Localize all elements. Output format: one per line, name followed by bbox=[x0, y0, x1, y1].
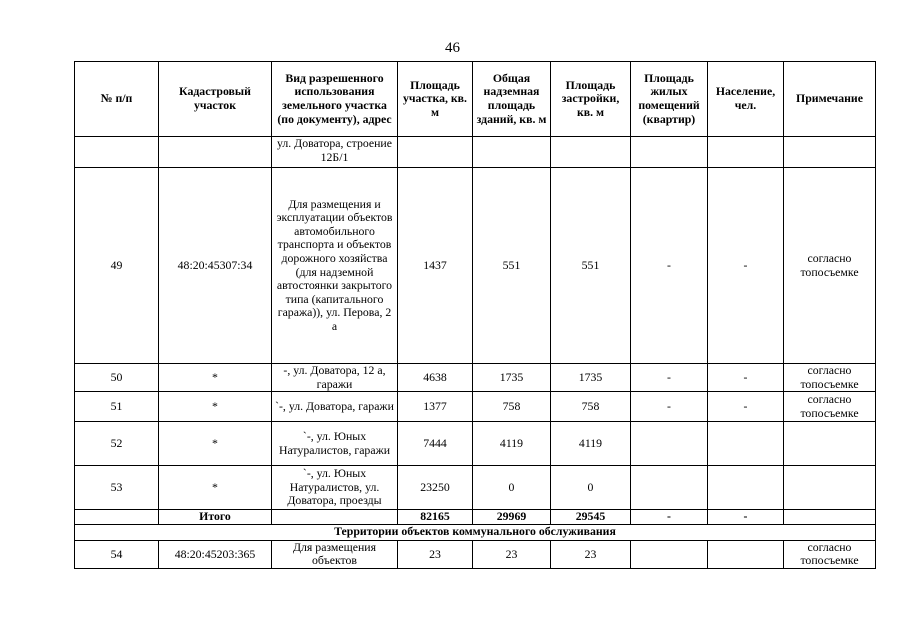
cell-num: 52 bbox=[75, 422, 159, 466]
cell-living bbox=[631, 466, 708, 510]
table-row bbox=[75, 137, 876, 168]
cell-living: - bbox=[631, 392, 708, 422]
total-note-cell bbox=[784, 510, 876, 525]
table-row bbox=[75, 466, 876, 510]
cell-num bbox=[75, 137, 159, 168]
header-cadastral: Кадастровый участок bbox=[159, 62, 272, 137]
cell-note bbox=[784, 137, 876, 168]
page-number: 46 bbox=[445, 40, 460, 56]
cell-note: согласно топосъемке bbox=[784, 392, 876, 422]
cell-cadastral: * bbox=[159, 466, 272, 510]
cell-num: 49 bbox=[75, 168, 159, 364]
cell-above-ground: 4119 bbox=[473, 422, 551, 466]
table-header-row bbox=[75, 62, 876, 137]
cell-area: 7444 bbox=[398, 422, 473, 466]
header-usage: Вид разрешенного использования земельного участка (по документу), адрес bbox=[272, 62, 398, 137]
header-living: Площадь жилых помещений (квартир) bbox=[631, 62, 708, 137]
cell-num: 50 bbox=[75, 364, 159, 392]
cell-cadastral: * bbox=[159, 364, 272, 392]
cell-cadastral: 48:20:45307:34 bbox=[159, 168, 272, 364]
cell-living: - bbox=[631, 364, 708, 392]
total-above-ground: 29969 bbox=[473, 510, 551, 525]
cell-area: 1437 bbox=[398, 168, 473, 364]
table-row bbox=[75, 392, 876, 422]
cell-above-ground bbox=[473, 137, 551, 168]
table-row bbox=[75, 168, 876, 364]
cell-built: 758 bbox=[551, 392, 631, 422]
cell-above-ground: 1735 bbox=[473, 364, 551, 392]
header-above-ground: Общая надземная площадь зданий, кв. м bbox=[473, 62, 551, 137]
cell-population bbox=[708, 137, 784, 168]
cell-usage: ул. Доватора, строение 12Б/1 bbox=[272, 137, 398, 168]
cell-num: 53 bbox=[75, 466, 159, 510]
table-row bbox=[75, 422, 876, 466]
header-built: Площадь застройки, кв. м bbox=[551, 62, 631, 137]
cell-area bbox=[398, 137, 473, 168]
total-built: 29545 bbox=[551, 510, 631, 525]
cell-above-ground: 23 bbox=[473, 540, 551, 568]
cell-built: 23 bbox=[551, 540, 631, 568]
cell-area: 23 bbox=[398, 540, 473, 568]
cell-living bbox=[631, 137, 708, 168]
section-row bbox=[75, 524, 876, 540]
cell-area: 4638 bbox=[398, 364, 473, 392]
cell-usage: Для размещения объектов bbox=[272, 540, 398, 568]
cell-note bbox=[784, 422, 876, 466]
cell-living: - bbox=[631, 168, 708, 364]
cell-num: 51 bbox=[75, 392, 159, 422]
cell-built: 4119 bbox=[551, 422, 631, 466]
cell-above-ground: 551 bbox=[473, 168, 551, 364]
total-num-cell bbox=[75, 510, 159, 525]
cell-population: - bbox=[708, 364, 784, 392]
cell-num: 54 bbox=[75, 540, 159, 568]
cell-population bbox=[708, 540, 784, 568]
total-area: 82165 bbox=[398, 510, 473, 525]
cell-cadastral bbox=[159, 137, 272, 168]
cell-usage: `-, ул. Юных Натуралистов, гаражи bbox=[272, 422, 398, 466]
total-usage-cell bbox=[272, 510, 398, 525]
cell-population bbox=[708, 466, 784, 510]
cell-built: 551 bbox=[551, 168, 631, 364]
cell-usage: `-, ул. Юных Натуралистов, ул. Доватора, проезды bbox=[272, 466, 398, 510]
table-row bbox=[75, 364, 876, 392]
cell-built: 0 bbox=[551, 466, 631, 510]
cell-note: согласно топосъемке bbox=[784, 364, 876, 392]
cell-usage: -, ул. Доватора, 12 а, гаражи bbox=[272, 364, 398, 392]
cell-living bbox=[631, 540, 708, 568]
cell-usage: Для размещения и эксплуатации объектов автомобильного транспорта и объектов дорожного хозяйства (для надземной автостоянки закрытого типа (капитального гаража)), ул. Перова, 2 а bbox=[272, 168, 398, 364]
total-population: - bbox=[708, 510, 784, 525]
cell-usage: `-, ул. Доватора, гаражи bbox=[272, 392, 398, 422]
cell-above-ground: 0 bbox=[473, 466, 551, 510]
total-row bbox=[75, 510, 876, 525]
header-note: Примечание bbox=[784, 62, 876, 137]
cell-area: 1377 bbox=[398, 392, 473, 422]
cell-population: - bbox=[708, 168, 784, 364]
cell-note bbox=[784, 466, 876, 510]
cell-population bbox=[708, 422, 784, 466]
land-plots-table bbox=[74, 61, 876, 569]
cell-built bbox=[551, 137, 631, 168]
cell-note: согласно топосъемке bbox=[784, 168, 876, 364]
table-row bbox=[75, 540, 876, 568]
cell-note: согласно топосъемке bbox=[784, 540, 876, 568]
cell-cadastral: * bbox=[159, 392, 272, 422]
cell-built: 1735 bbox=[551, 364, 631, 392]
cell-population: - bbox=[708, 392, 784, 422]
total-label: Итого bbox=[159, 510, 272, 525]
cell-cadastral: 48:20:45203:365 bbox=[159, 540, 272, 568]
cell-cadastral: * bbox=[159, 422, 272, 466]
header-area: Площадь участка, кв. м bbox=[398, 62, 473, 137]
header-num: № п/п bbox=[75, 62, 159, 137]
total-living: - bbox=[631, 510, 708, 525]
cell-area: 23250 bbox=[398, 466, 473, 510]
cell-above-ground: 758 bbox=[473, 392, 551, 422]
header-population: Население, чел. bbox=[708, 62, 784, 137]
section-title: Территории объектов коммунального обслуживания bbox=[75, 524, 876, 540]
cell-living bbox=[631, 422, 708, 466]
